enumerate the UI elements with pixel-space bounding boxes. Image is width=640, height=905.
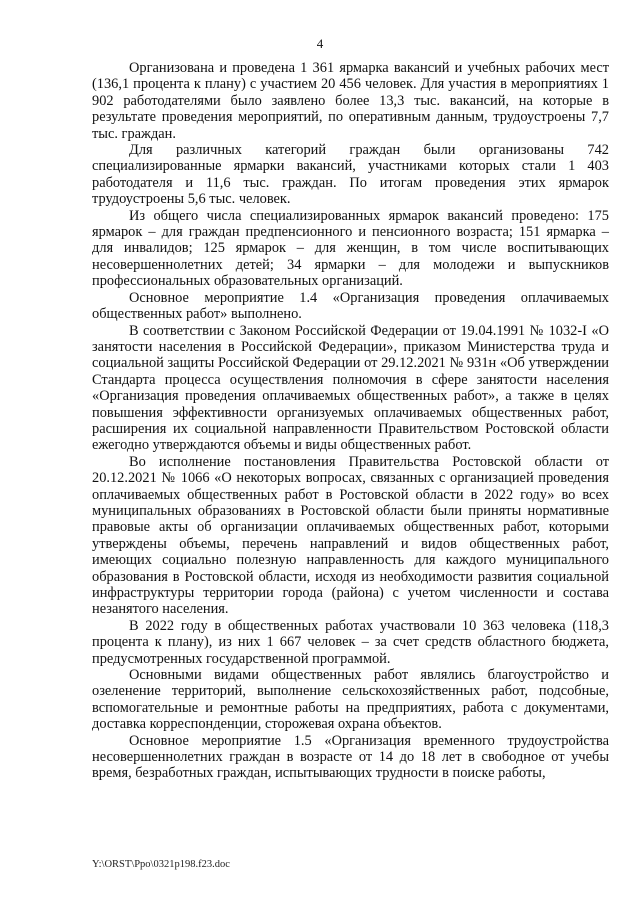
paragraph: Основное мероприятие 1.4 «Организация проведения оплачиваемых общественных работ» выполнено. — [92, 289, 609, 323]
paragraph: Организована и проведена 1 361 ярмарка вакансий и учебных рабочих мест (136,1 процента к плану) с участием 20 456 человек. Для участия в мероприятиях 1 902 работодателями было заявлено более 13,3 тыс. вакансий, на которые в результате проведения мероприятий, по оперативным данным, трудоустроены 7,7 тыс. граждан. — [92, 60, 609, 142]
paragraph: Во исполнение постановления Правительства Ростовской области от 20.12.2021 № 1066 «О некоторых вопросах, связанных с организацией проведения оплачиваемых общественных работ в Ростовской области в 2022 году» во всех муниципальных образованиях в Ростовской области были приняты нормативные правовые акты об организации оплачиваемых общественных работ, которыми утверждены объемы, перечень направлений и видов общественных работ, имеющих социально полезную направленность для каждого муниципального образования в Ростовской области, исходя из необходимости развития социальной инфраструктуры территории города (района) с учетом численности и состава незанятого населения. — [92, 453, 609, 618]
page-number: 4 — [316, 36, 324, 51]
paragraph: Основными видами общественных работ являлись благоустройство и озеленение территорий, выполнение сельскохозяйственных работ, подсобные, вспомогательные и ремонтные работы на предприятиях, работа с документами, доставка корреспонденции, сторожевая охрана объектов. — [92, 667, 609, 733]
paragraph: Для различных категорий граждан были организованы 742 специализированные ярмарки вакансий, участниками которых стали 1 403 работодателя и 11,6 тыс. граждан. По итогам проведения этих ярмарок трудоустроены 5,6 тыс. человек. — [92, 142, 609, 208]
paragraph: Из общего числа специализированных ярмарок вакансий проведено: 175 ярмарок – для граждан предпенсионного и пенсионного возраста; 151 ярмарка – для инвалидов; 125 ярмарок – для женщин, в том числе воспитывающих несовершеннолетних детей; 34 ярмарки – для молодежи и выпускников профессиональных образовательных организаций. — [92, 207, 609, 290]
paragraph: В 2022 году в общественных работах участвовали 10 363 человека (118,3 процента к плану), из них 1 667 человек – за счет средств областного бюджета, предусмотренных государственной программой. — [92, 617, 609, 667]
paragraph: Основное мероприятие 1.5 «Организация временного трудоустройства несовершеннолетних граждан в возрасте от 14 до 18 лет в свободное от учебы время, безработных граждан, испытывающих трудности в поиске работы, — [92, 732, 609, 782]
document-body — [92, 60, 609, 782]
footer-file-path: Y:\ORST\Ppo\0321p198.f23.doc — [92, 859, 230, 870]
paragraph: В соответствии с Законом Российской Федерации от 19.04.1991 № 1032-I «О занятости населения в Российской Федерации», приказом Министерства труда и социальной защиты Российской Федерации от 29.12.2021 № 931н «Об утверждении Стандарта процесса осуществления полномочия в сфере занятости населения «Организация проведения оплачиваемых общественных работ», а также в целях повышения эффективности организуемых оплачиваемых общественных работ, расширения их социальной направленности Правительством Ростовской области ежегодно утверждаются объемы и виды общественных работ. — [92, 322, 609, 454]
